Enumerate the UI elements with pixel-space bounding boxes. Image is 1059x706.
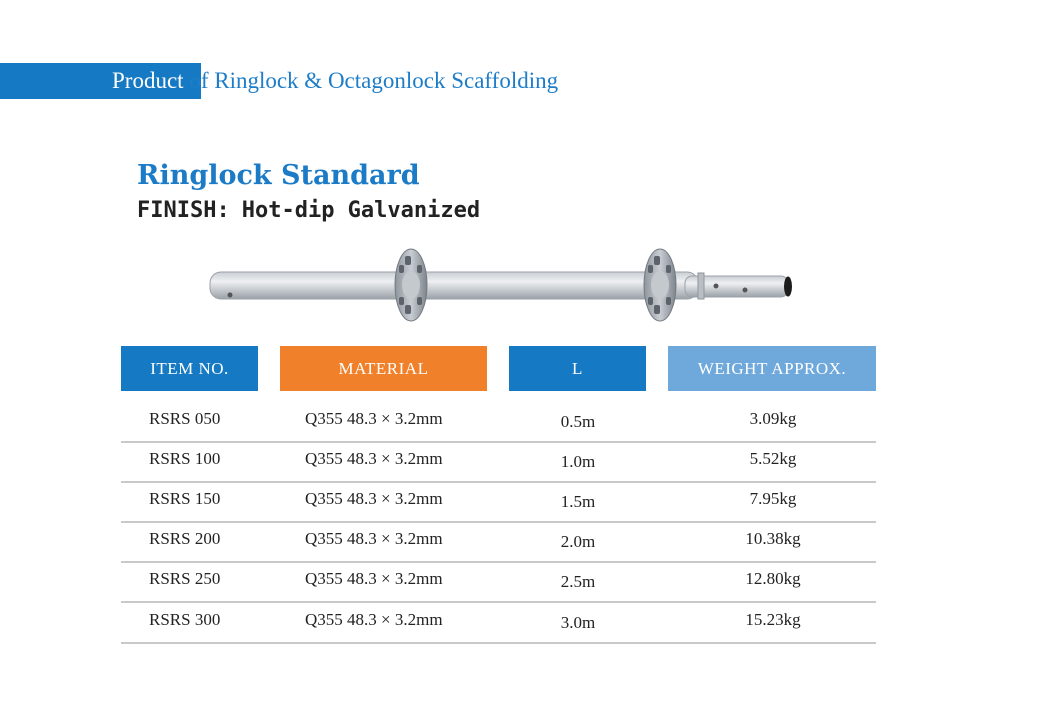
tube-main [210,272,698,299]
spigot-end [784,277,792,297]
cell-material: Q355 48.3 × 3.2mm [305,449,443,468]
cell-length: 3.0m [560,613,596,632]
header-weight: WEIGHT APPROX. [668,346,876,391]
cell-weight: 12.80kg [745,569,801,588]
cell-material: Q355 48.3 × 3.2mm [305,610,443,629]
cell-weight: 10.38kg [745,529,801,548]
row-divider [121,601,876,603]
table-row [121,523,876,563]
cell-length: 2.0m [560,532,596,551]
cell-item-no: RSRS 050 [149,409,221,428]
header-length: L [509,346,646,391]
cell-item-no: RSRS 250 [149,569,221,588]
page-title-rest: of Ringlock & Octagonlock Scaffolding [183,68,559,93]
cell-weight: 7.95kg [749,489,797,508]
page-title [112,63,558,99]
finish-label: FINISH: [137,198,230,223]
spigot-collar [698,273,704,299]
cell-length: 1.0m [560,452,596,471]
table-row [121,483,876,523]
finish-line [137,198,480,223]
table-row [121,604,876,644]
table-row [121,403,876,443]
cell-weight: 3.09kg [749,409,797,428]
section-title: Ringlock Standard [137,160,420,191]
pin-hole [714,284,719,289]
cell-length: 2.5m [560,572,596,591]
pin-hole [228,293,233,298]
header-item-no: ITEM NO. [121,346,258,391]
cell-material: Q355 48.3 × 3.2mm [305,569,443,588]
cell-material: Q355 48.3 × 3.2mm [305,529,443,548]
finish-value: Hot-dip Galvanized [241,198,481,223]
cell-item-no: RSRS 300 [149,610,221,629]
cell-length: 1.5m [560,492,596,511]
cell-material: Q355 48.3 × 3.2mm [305,489,443,508]
rosette-right [644,249,676,321]
ringlock-standard-image [205,243,795,325]
page-title-prefix: Product [112,68,184,93]
row-divider [121,642,876,644]
cell-weight: 5.52kg [749,449,797,468]
cell-material: Q355 48.3 × 3.2mm [305,409,443,428]
cell-weight: 15.23kg [745,610,801,629]
cell-item-no: RSRS 200 [149,529,221,548]
table-row [121,563,876,603]
cell-item-no: RSRS 100 [149,449,221,468]
rosette-left [395,249,427,321]
table-row [121,443,876,483]
cell-length: 0.5m [560,412,596,431]
cell-item-no: RSRS 150 [149,489,221,508]
header-material: MATERIAL [280,346,487,391]
pin-hole [743,288,748,293]
